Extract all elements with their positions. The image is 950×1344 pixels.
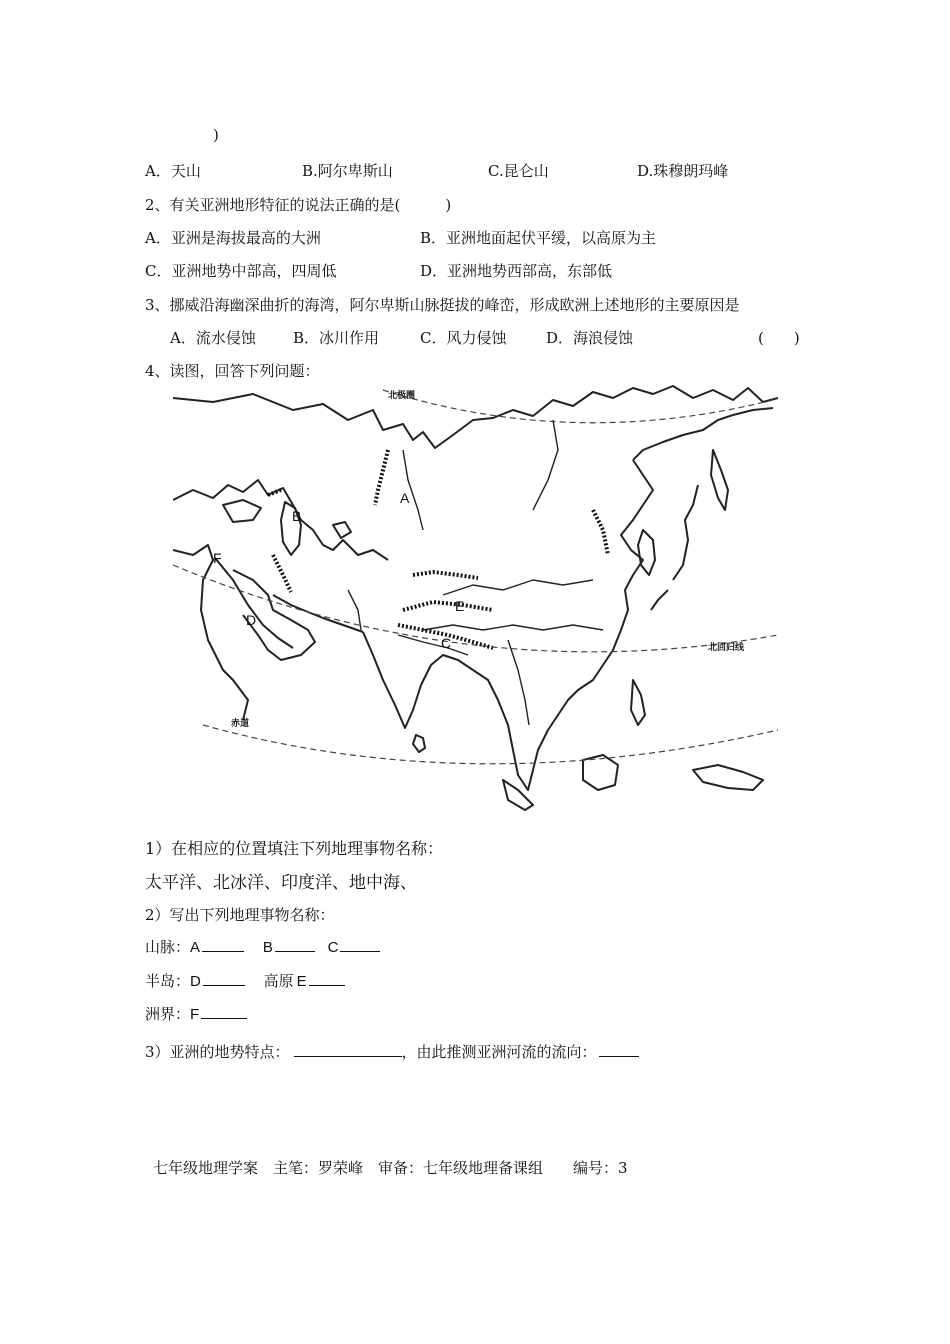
mekong-river (508, 640, 529, 725)
answer-e-blank[interactable] (309, 970, 345, 986)
philippines (631, 680, 645, 725)
answer-f-label: F (190, 1006, 200, 1023)
peninsula-label: 半岛： (145, 972, 191, 990)
terrain-feature-blank[interactable] (294, 1041, 402, 1057)
arctic-circle-label: 北极圈 (388, 390, 416, 400)
borneo (583, 755, 618, 790)
q4-stem: 4、读图，回答下列问题： (145, 362, 320, 380)
q2-option-b: B．亚洲地面起伏平缓，以高原为主 (420, 229, 657, 247)
q3-option-d: D．海浪侵蚀 (546, 329, 634, 347)
asia-map (173, 380, 778, 812)
q1-option-d: D.珠穆朗玛峰 (637, 162, 729, 180)
new-guinea (693, 765, 763, 790)
map-label-a: A (400, 490, 410, 506)
answer-c-label: C (327, 939, 339, 956)
river-flow-blank[interactable] (599, 1041, 639, 1057)
peninsula-answer-row (145, 970, 345, 991)
plateau-label: 高原 (263, 972, 294, 990)
q1-option-c: C.昆仑山 (488, 162, 549, 180)
japan (651, 485, 698, 610)
iran-coastline (273, 595, 363, 632)
q1-option-a: A．天山 (145, 162, 201, 180)
kunlun-mountains (403, 602, 493, 610)
kamchatka (711, 450, 728, 510)
map-label-c: C (441, 635, 452, 651)
answer-b-label: B (262, 939, 273, 956)
answer-c-blank[interactable] (340, 936, 380, 952)
terrain-feature-prompt: 3）亚洲的地势特点： (145, 1043, 290, 1061)
answer-a-blank[interactable] (202, 936, 244, 952)
asia-map-drawing (173, 380, 778, 812)
far-east-coastline (633, 408, 773, 460)
ural-mountains (375, 450, 388, 505)
q1-paren-close: ) (213, 126, 219, 144)
red-sea (215, 558, 293, 648)
q2-option-d: D．亚洲地势西部高，东部低 (420, 262, 613, 280)
black-sea (223, 500, 261, 522)
answer-b-blank[interactable] (275, 936, 315, 952)
korea (638, 530, 655, 575)
china-coastline (578, 460, 653, 690)
q2-option-c: C．亚洲地势中部高，四周低 (145, 262, 337, 280)
sri-lanka (413, 735, 425, 752)
q4-sub1-items: 太平洋、北冰洋、印度洋、地中海、 (145, 873, 417, 893)
q3-stem: 3、挪威沿海幽深曲折的海湾，阿尔卑斯山脉挺拔的峰峦，形成欧洲上述地形的主要原因是 (145, 296, 740, 314)
answer-a-label: A (190, 939, 201, 956)
q3-option-a: A．流水侵蚀 (170, 329, 256, 347)
q4-sub3-row (145, 1041, 639, 1062)
northern-coastline (173, 386, 778, 448)
greater-khingan-mountains (593, 510, 608, 555)
equator-label: 赤道 (231, 718, 250, 728)
q3-option-c: C．风力侵蚀 (420, 329, 507, 347)
zagros-mountains (273, 555, 291, 592)
india-coastline (363, 632, 473, 728)
aral-sea (333, 522, 351, 538)
boundary-answer-row (145, 1003, 247, 1024)
q4-sub2-title: 2）写出下列地理事物名称： (145, 906, 335, 924)
answer-d-label: D (190, 973, 201, 990)
q4-sub1-title: 1）在相应的位置填注下列地理事物名称： (145, 839, 444, 858)
map-label-e: E (455, 598, 465, 614)
answer-d-blank[interactable] (203, 970, 245, 986)
tropic-of-cancer-label: 北回归线 (708, 642, 745, 652)
answer-f-blank[interactable] (201, 1003, 247, 1019)
lena-river (533, 420, 558, 510)
q3-answer-paren: ( ) (758, 329, 800, 347)
river-flow-prompt: ，由此推测亚洲河流的流向： (401, 1043, 597, 1061)
q2-stem: 2、有关亚洲地形特征的说法正确的是( ) (145, 196, 452, 214)
mountains-label: 山脉： (145, 938, 191, 956)
boundary-label: 洲界： (145, 1005, 191, 1023)
map-label-f: F (213, 550, 222, 566)
page-footer: 七年级地理学案 主笔：罗荣峰 审备：七年级地理备课组 编号：3 (153, 1159, 628, 1177)
mountain-answer-row (145, 936, 380, 957)
arctic-circle-line (383, 390, 773, 423)
q1-option-b: B.阿尔卑斯山 (302, 162, 393, 180)
q3-option-b: B．冰川作用 (293, 329, 380, 347)
tropic-of-cancer-line (173, 565, 778, 652)
map-label-b: B (292, 508, 302, 524)
huang-he-river (443, 580, 593, 595)
answer-e-label: E (296, 973, 307, 990)
equator-line (203, 725, 778, 764)
tianshan-mountains (413, 572, 478, 578)
map-label-d: D (246, 612, 257, 628)
indochina-coastline (473, 670, 578, 790)
q2-option-a: A．亚洲是海拔最高的大洲 (145, 229, 321, 247)
yangtze-river (423, 625, 603, 630)
